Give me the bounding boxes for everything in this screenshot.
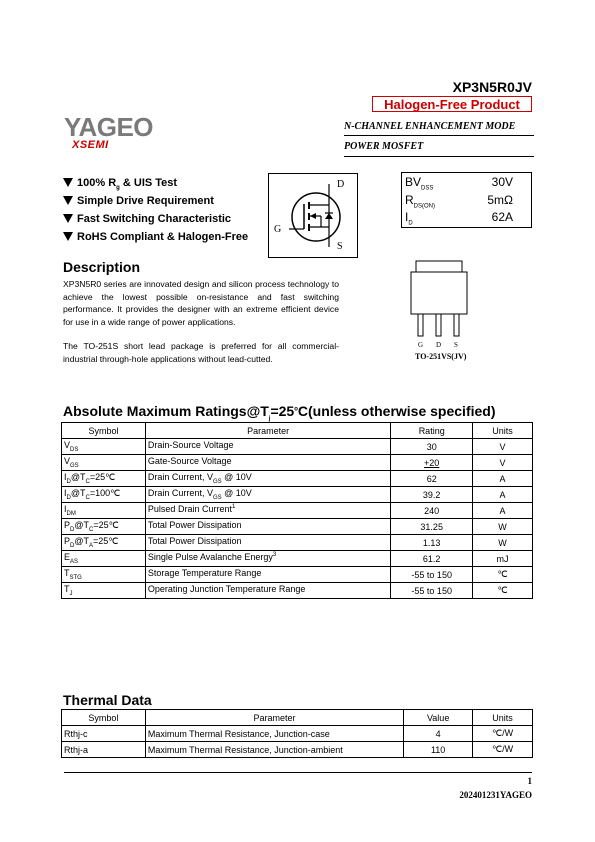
cell-symbol: $I_{DM}$ [62,503,146,519]
cell-rating: 61.2 [391,551,473,567]
cell-symbol: $I_D@T_C=100℃$ [62,487,146,503]
cell-rating: -55 to 150 [391,583,473,599]
abs-title-post: C(unless otherwise specified) [297,403,496,419]
spec-sub: D [408,220,413,227]
cell-parameter: Storage Temperature Range [145,567,390,583]
description-title: Description [63,259,141,275]
feature-item [63,231,248,243]
table-row [62,439,533,455]
package-caption: TO-251VS(JV) [415,352,467,361]
part-number: XP3N5R0JV [452,79,532,95]
abs-title-deg: o [294,406,298,413]
cell-parameter: Total Power Dissipation [145,519,390,535]
table-row [62,551,533,567]
header-symbol: Symbol [62,710,146,726]
cell-symbol: $P_D@T_A=25℃$ [62,535,146,551]
subtitle-rule-2 [344,156,534,157]
feature-item [63,213,231,225]
abs-title-sub: j [268,415,271,422]
pin-label: D [436,341,442,349]
header-parameter: Parameter [145,710,403,726]
spec-symbol: I [405,210,409,224]
thermal-title: Thermal Data [63,692,152,708]
spec-symbol: BV [405,175,422,189]
table-row [62,742,533,758]
abs-title-eq: =25 [270,403,295,419]
abs-max-table [61,422,533,599]
description-p1: XP3N5R0 series are innovated design and silicon process technology to achieve the lowest possible on-resistance and fast switching performance. It provides the designer with an extreme efficient device for use in a wide range of power applications. [63,279,339,327]
key-spec-box [401,172,532,228]
pin-label: G [418,341,424,349]
cell-symbol: $T_{STG}$ [62,567,146,583]
cell-value: 110 [404,742,473,758]
triangle-bullet-icon [63,214,73,223]
feature-text: 100% R [77,177,117,189]
table-row [62,503,533,519]
cell-symbol: $V_{GS}$ [62,455,146,471]
cell-symbol: Rthj-a [62,742,146,758]
package-drawing-icon [405,256,475,352]
yageo-logo: YAGEO [64,112,154,142]
table-row [62,583,533,599]
header-units: Units [473,423,533,439]
spec-row [405,210,513,228]
abs-title-text: Absolute Maximum Ratings@T [63,403,269,419]
spec-row [405,175,513,193]
cell-parameter: Total Power Dissipation [145,535,390,551]
triangle-bullet-icon [63,232,73,241]
cell-units: ℃/W [473,726,533,742]
mosfet-symbol-icon [269,174,357,257]
spec-symbol: R [405,193,414,207]
cell-parameter: Single Pulse Avalanche Energy$^3$ [145,551,390,567]
page-number: 1 [527,776,532,786]
feature-sub: g [116,185,120,192]
footer-rule [64,772,532,773]
header-symbol: Symbol [62,423,146,439]
pin-label: S [454,341,458,349]
cell-parameter: Operating Junction Temperature Range [145,583,390,599]
triangle-bullet-icon [63,196,73,205]
cell-parameter: Gate-Source Voltage [145,455,390,471]
cell-units: V [473,455,533,471]
spec-sub: DSS [421,185,434,192]
cell-symbol: $T_J$ [62,583,146,599]
feature-text-post: & UIS Test [119,177,178,189]
gate-label: G [274,224,282,235]
cell-rating: 62 [391,471,473,487]
cell-units: A [473,487,533,503]
cell-parameter: Drain-Source Voltage [145,439,390,455]
cell-parameter: Maximum Thermal Resistance, Junction-case [145,726,403,742]
feature-text: Simple Drive Requirement [77,195,214,207]
header-rating: Rating [391,423,473,439]
spec-value: 30V [491,175,513,189]
thermal-table [61,709,533,758]
cell-symbol: $I_D@T_C=25℃$ [62,471,146,487]
table-row [62,567,533,583]
halogen-free-badge: Halogen-Free Product [372,96,532,112]
table-header-row [62,423,533,439]
cell-units: V [473,439,533,455]
table-header-row [62,710,533,726]
spec-sub: DS(ON) [413,203,436,210]
cell-units: ℃ [473,567,533,583]
subtitle-rule-1 [344,135,534,136]
cell-rating: 31.25 [391,519,473,535]
spec-row [405,193,513,211]
cell-rating: 240 [391,503,473,519]
mosfet-symbol-box [268,173,358,258]
cell-value: 4 [404,726,473,742]
cell-units: A [473,471,533,487]
cell-rating: 1.13 [391,535,473,551]
cell-units: A [473,503,533,519]
cell-units: W [473,519,533,535]
table-row [62,471,533,487]
cell-rating: -55 to 150 [391,567,473,583]
description-p2: The TO-251S short lead package is preferred for all commercial-industrial through-hole applications without lead-cutted. [63,341,339,364]
table-row [62,535,533,551]
source-label: S [337,241,343,252]
cell-units: ℃ [473,583,533,599]
subtitle-mode: N-CHANNEL ENHANCEMENT MODE [344,121,516,132]
cell-parameter: Pulsed Drain Current$^1$ [145,503,390,519]
cell-rating: +20 [391,455,473,471]
table-row [62,519,533,535]
cell-parameter: Drain Current, $V_{GS}$ @ 10V [145,471,390,487]
doc-code: 202401231YAGEO [459,790,532,800]
header-value: Value [404,710,473,726]
cell-parameter: Maximum Thermal Resistance, Junction-ambient [145,742,403,758]
cell-units: mJ [473,551,533,567]
cell-rating: 39.2 [391,487,473,503]
table-row [62,455,533,471]
cell-parameter: Drain Current, $V_{GS}$ @ 10V [145,487,390,503]
cell-rating: 30 [391,439,473,455]
table-row [62,726,533,742]
feature-text: RoHS Compliant & Halogen-Free [77,231,249,243]
cell-symbol: Rthj-c [62,726,146,742]
feature-item [63,195,214,207]
feature-item [63,177,177,191]
header-units: Units [473,710,533,726]
cell-units: W [473,535,533,551]
xsemi-logo: XSEMI [72,139,109,151]
table-row [62,487,533,503]
abs-max-title [63,403,496,422]
cell-units: ℃/W [473,742,533,758]
cell-symbol: $E_{AS}$ [62,551,146,567]
spec-value: 5mΩ [487,193,513,207]
feature-text: Fast Switching Characteristic [77,213,232,225]
subtitle-type: POWER MOSFET [344,141,424,152]
triangle-bullet-icon [63,178,73,187]
cell-symbol: $V_{DS}$ [62,439,146,455]
drain-label: D [337,179,345,190]
spec-value: 62A [491,210,513,224]
cell-symbol: $P_D@T_C=25℃$ [62,519,146,535]
header-parameter: Parameter [145,423,390,439]
